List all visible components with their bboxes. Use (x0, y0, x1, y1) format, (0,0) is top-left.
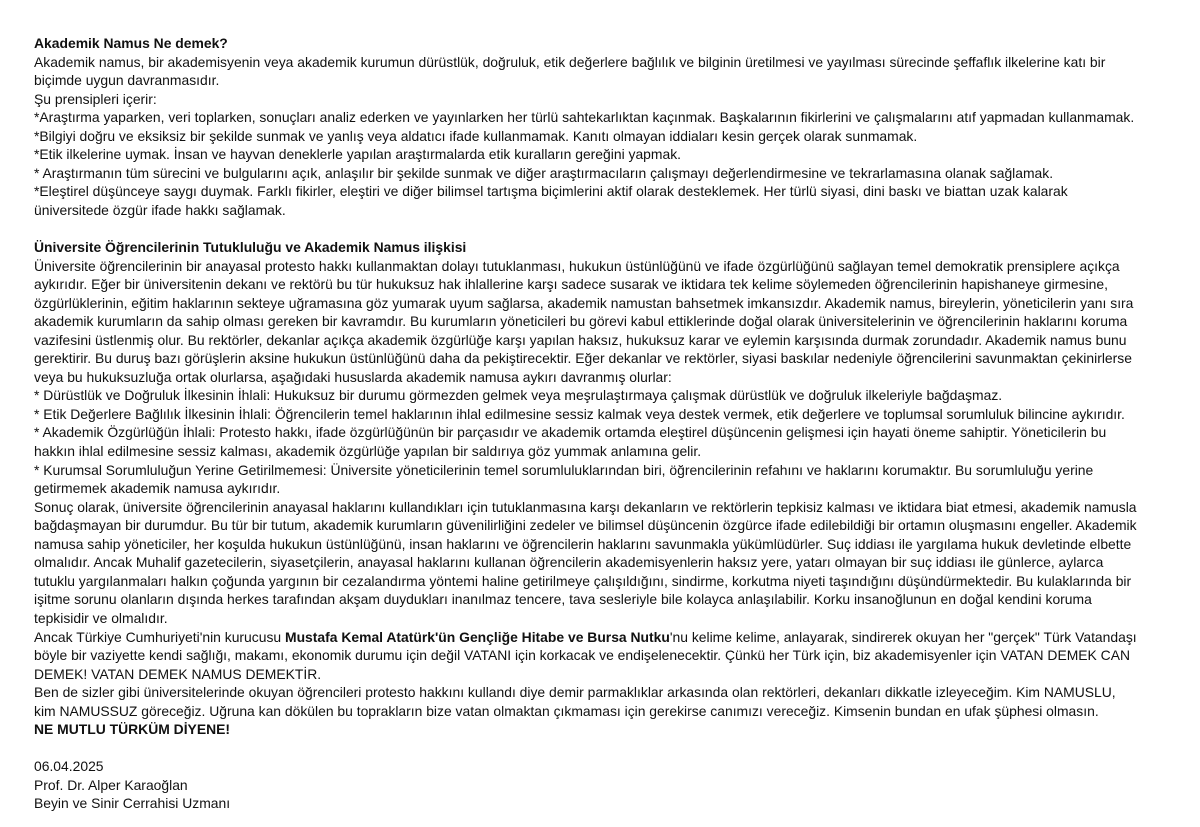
section-academic-honesty (34, 34, 1140, 219)
ataturk-post-text: 'nu kelime kelime, anlayarak, sindirerek okuyan her "gerçek" Türk Vatandaşı böyle bir vaziyette kendi sağlığı, makamı, ekonomik durumu için değil VATANI için korkacak ve endişelenecektir. Çünkü her Türk için, biz akademisyenler için VATAN DEMEK CAN DEMEK! VATAN DEMEK NAMUS DEMEKTİR. (34, 628, 1137, 682)
ataturk-paragraph (34, 628, 1140, 684)
paragraph-spacer (34, 219, 1140, 238)
signature-date: 06.04.2025 (34, 758, 104, 775)
signature-title: Beyin ve Sinir Cerrahisi Uzmanı (34, 795, 231, 812)
body-paragraph: Üniversite öğrencilerinin bir anayasal protesto hakkı kullanmaktan dolayı tutuklanması, hukukun üstünlüğünü ve ifade özgürlüğünü sağlayan temel demokratik prensiplere açıkça aykırıdır. Eğer bir üniversitenin dekanı ve rektörü bu tür hukuksuz hak ihlallerine karşı sadece susarak ve iktidara tek kelime söylemeden öğrencilerinin hapishaneye girmesine, özgürlüklerinin, eğitim haklarının sekteye uğramasına göz yumarak uyum sağlarsa, akademik namustan bahsetmek imkansızdır. Akademik namus, bireylerin, yöneticilerin yanı sıra akademik kurumların da sahip olması gereken bir kavramdır. Bu kurumların yöneticileri bu görevi kabul ettiklerinde doğal olarak üniversitelerinin ve öğrencilerinin haklarını koruma vazifesini üstlenmiş olur. Bu rektörler, dekanlar açıkça akademik özgürlüğe karşı yapılan haksız, hukuksuz karar ve eylemin karşısında durmak zorundadır. Akademik namus bunu gerektirir. Bu duruş bazı görüşlerin aksine hukukun üstünlüğünü daha da pekiştirecektir. Eğer dekanlar ve rektörler, siyasi baskılar nedeniyle öğrencilerini savunmaktan çekinirlerse veya bu hukuksuzluğa ortak olurlarsa, aşağıdaki hususlarda akademik namusa aykırı davranmış olurlar: (34, 257, 1134, 385)
signature-name: Prof. Dr. Alper Karaoğlan (34, 776, 188, 793)
section-student-detention (34, 238, 1140, 739)
signature-spacer (34, 739, 1140, 758)
violation-item: * Akademik Özgürlüğün İhlali: Protesto hakkı, ifade özgürlüğünün bir parçasıdır ve akademik ortamda eleştirel düşüncenin gelişmesi için hayati öneme sahiptir. Yöneticilerin bu hakkın ihlal edilmesine sessiz kalması, akademik özgürlüğe yapılan bir saldırıya göz yummak anlamına gelir. (34, 424, 1107, 460)
principle-item: *Araştırma yaparken, veri toplarken, sonuçları analiz ederken ve yayınlarken her türlü sahtekarlıktan kaçınmak. Başkalarının fikirlerini ve çalışmalarını atıf yapmadan kullanmamak. (34, 109, 1135, 126)
principle-item: *Etik ilkelerine uymak. İnsan ve hayvan deneklerle yapılan araştırmalarda etik kuralların gereğini yapmak. (34, 146, 682, 163)
section-title-academic-honesty: Akademik Namus Ne demek? (34, 35, 228, 51)
closing-paragraph: Ben de sizler gibi üniversitelerinde okuyan öğrencileri protesto hakkını kullandı diye demir parmaklıklar arkasında olan rektörleri, dekanları dikkatle izleyeceğim. Kim NAMUSLU, kim NAMUSSUZ göreceğiz. Uğruna kan dökülen bu toprakların bize vatan olmaktan çıkmaması için gerekirse canımızı vereceğiz. Kimsenin bundan en ufak şüphesi olmasın. (34, 684, 1116, 719)
conclusion-paragraph: Sonuç olarak, üniversite öğrencilerinin anayasal haklarını kullandıkları için tutuklanmasına karşı dekanların ve rektörlerin tepkisiz kalması ve iktidara biat etmesi, akademik namusla bağdaşmayan bir durumdur. Bu tür bir tutum, akademik kurumların güvenilirliğini zedeler ve bilimsel düşüncenin özgürce ifade edilebildiği bir ortamın oluşmasını engeller. Akademik namusa sahip yöneticiler, her koşulda hukukun üstünlüğünü, insan haklarını ve öğrencilerin haklarını savunmakla yükümlüdürler. Suç iddiası ile yargılama hukuk devletinde elbette olmalıdır. Ancak Muhalif gazetecilerin, siyasetçilerin, anayasal haklarını kullanan öğrencilerin akademisyenlerin haksız yere, yatarı olmayan bir suç iddiası ile günlerce, aylarca tutuklu yargılanmaları halkın çoğunda yargının bir cezalandırma yöntemi haline getirilmeye çalışıldığını, sindirme, korkutma niyeti taşındığını düşündürmektedir. Bu kulaklarında bir işitme sorunu olanların dışında herkes tarafından akşam duydukları inanılmaz tencere, tava sesleriyle bile kolayca anlaşılabilir. Korku insanoğlunun en doğal kendini koruma tepkisidir ve olmalıdır. (34, 498, 1137, 626)
section-title-student-detention: Üniversite Öğrencilerinin Tutukluluğu ve Akademik Namus ilişkisi (34, 239, 467, 256)
ataturk-speech-reference: Mustafa Kemal Atatürk'ün Gençliğe Hitabe ve Bursa Nutku (285, 628, 670, 645)
violation-item: * Kurumsal Sorumluluğun Yerine Getirilmemesi: Üniversite yöneticilerinin temel sorumluluklarından biri, öğrencilerinin refahını ve haklarını korumaktır. Bu sorumluluğu yerine getirmemek akademik namusa aykırıdır. (34, 461, 1094, 497)
principle-item: *Eleştirel düşünceye saygı duymak. Farklı fikirler, eleştiri ve diğer bilimsel tartışma biçimlerini aktif olarak desteklemek. Her türlü siyasi, dini baskı ve biattan uzak kalarak üniversitede özgür ifade hakkı sağlamak. (34, 183, 1068, 218)
signature-block (34, 757, 1140, 813)
ataturk-pre-text: Ancak Türkiye Cumhuriyeti'nin kurucusu (34, 628, 285, 645)
definition-paragraph: Akademik namus, bir akademisyenin veya akademik kurumun dürüstlük, doğruluk, etik değerlere bağlılık ve bilginin üretilmesi ve yayılması sürecinde şeffaflık ilkelerine katı bir biçimde uygun davranmasıdır. (34, 53, 1106, 89)
principles-intro: Şu prensipleri içerir: (34, 90, 157, 107)
violation-item: * Etik Değerlere Bağlılık İlkesinin İhlali: Öğrencilerin temel haklarının ihlal edilmesine sessiz kalmak veya destek vermek, etik değerlere ve toplumsal sorumluluk bilincine aykırıdır. (34, 405, 1125, 422)
closing-exclamation: NE MUTLU TÜRKÜM DİYENE! (34, 721, 231, 738)
principle-item: * Araştırmanın tüm sürecini ve bulgularını açık, anlaşılır bir şekilde sunmak ve diğer araştırmacıların çalışmayı değerlendirmesine ve tekrarlamasına olanak sağlamak. (34, 164, 1054, 181)
violation-item: * Dürüstlük ve Doğruluk İlkesinin İhlali: Hukuksuz bir durumu görmezden gelmek veya meşrulaştırmaya çalışmak dürüstlük ve doğruluk ilkeleriyle bağdaşmaz. (34, 387, 1003, 404)
principle-item: *Bilgiyi doğru ve eksiksiz bir şekilde sunmak ve yanlış veya aldatıcı ifade kullanmamak. Kanıtı olmayan iddiaları kesin gerçek olarak sunmamak. (34, 127, 918, 144)
